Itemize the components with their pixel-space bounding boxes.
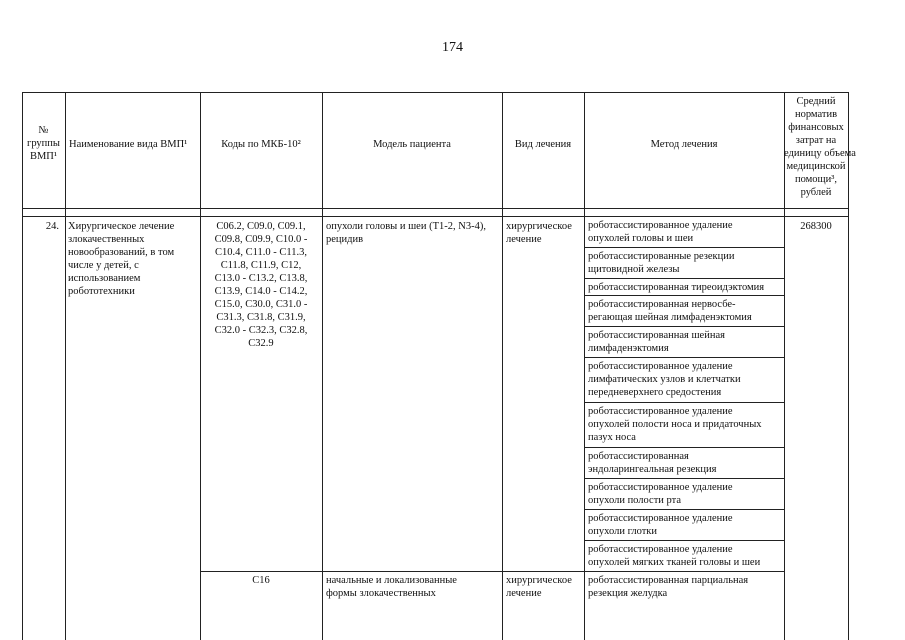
header-patient-model: Модель пациента (373, 139, 451, 150)
method-separator (584, 540, 784, 541)
header-group-no: № группы ВМП¹ (27, 125, 60, 162)
method-separator (584, 478, 784, 479)
method-item: роботассистированные резекции щитовидной железы (588, 251, 735, 275)
method-item: роботассистированное удаление опухоли глотки (588, 513, 733, 537)
icd-codes-cell-2: C16 (252, 575, 270, 586)
icd-codes-cell: C06.2, C09.0, C09.1, C09.8, C09.9, C10.0 - C10.4, C11.0 - C11.3, C11.8, C11.9, C12, C13.0 - C13.2, C13.8, C13.9, C14.0 - C14.2, C15.0, C30.0, C31.0 - C31.3, C31.8, C31.9, C32.0 - C32.3, C32.8, C32.9 (214, 221, 308, 349)
method-separator (584, 402, 784, 403)
column-border (322, 92, 323, 640)
method-separator (584, 509, 784, 510)
method-separator (584, 357, 784, 358)
page-number: 174 (442, 40, 463, 55)
method-item: роботассистированное удаление опухоли полости рта (588, 482, 733, 506)
block-separator (200, 571, 784, 572)
method-separator (584, 278, 784, 279)
header-icd-codes: Коды по МКБ-10² (221, 139, 301, 150)
column-border (502, 92, 503, 640)
method-item: роботассистированное удаление опухолей полости носа и придаточных пазух носа (588, 406, 762, 443)
column-border (65, 92, 66, 640)
method-separator (584, 447, 784, 448)
column-border (848, 92, 849, 640)
method-item: роботассистированная шейная лимфаденэктомия (588, 330, 725, 354)
method-item: роботассистированная тиреоидэктомия (588, 282, 765, 293)
method-item-2: роботассистированная парциальная резекция желудка (588, 575, 749, 599)
header-bottom-border (22, 208, 848, 209)
column-border (584, 92, 585, 640)
patient-model-cell-2: начальные и локализованные формы злокачественных (326, 575, 457, 599)
method-separator (584, 295, 784, 296)
column-border (22, 92, 23, 640)
patient-model-cell: опухоли головы и шеи (T1-2, N3-4), рецидив (326, 221, 486, 245)
table-top-border (22, 92, 848, 93)
treatment-type-cell: хирургическое лечение (506, 221, 572, 245)
group-number: 24. (45, 221, 59, 232)
header-avg-cost: Средний норматив финансовых затрат на единицу объема медицинской помощи³, рублей (784, 96, 856, 198)
method-item: роботассистированная нервосбе- регающая шейная лимфаденэктомия (588, 299, 752, 323)
column-border (200, 92, 201, 640)
vmp-name-cell: Хирургическое лечение злокачественных новообразований, в том числе у детей, с использованием робототехники (68, 221, 175, 297)
avg-cost-cell: 268300 (800, 221, 832, 232)
header-vmp-name: Наименование вида ВМП¹ (69, 139, 188, 150)
method-item: роботассистированное удаление опухолей мягких тканей головы и шеи (588, 544, 761, 568)
treatment-type-cell-2: хирургическое лечение (506, 575, 572, 599)
method-item: роботассистированное удаление опухолей головы и шеи (588, 220, 733, 244)
method-separator (584, 247, 784, 248)
header-treatment-method: Метод лечения (650, 139, 718, 150)
header-treatment-type: Вид лечения (514, 139, 572, 150)
vmp-table (22, 92, 856, 640)
method-separator (584, 326, 784, 327)
numbering-row-border (22, 216, 848, 217)
method-item: роботассистированное удаление лимфатических узлов и клетчатки передневерхнего средостения (588, 361, 741, 398)
method-item: роботассистированная эндоларингеальная резекция (588, 451, 717, 475)
